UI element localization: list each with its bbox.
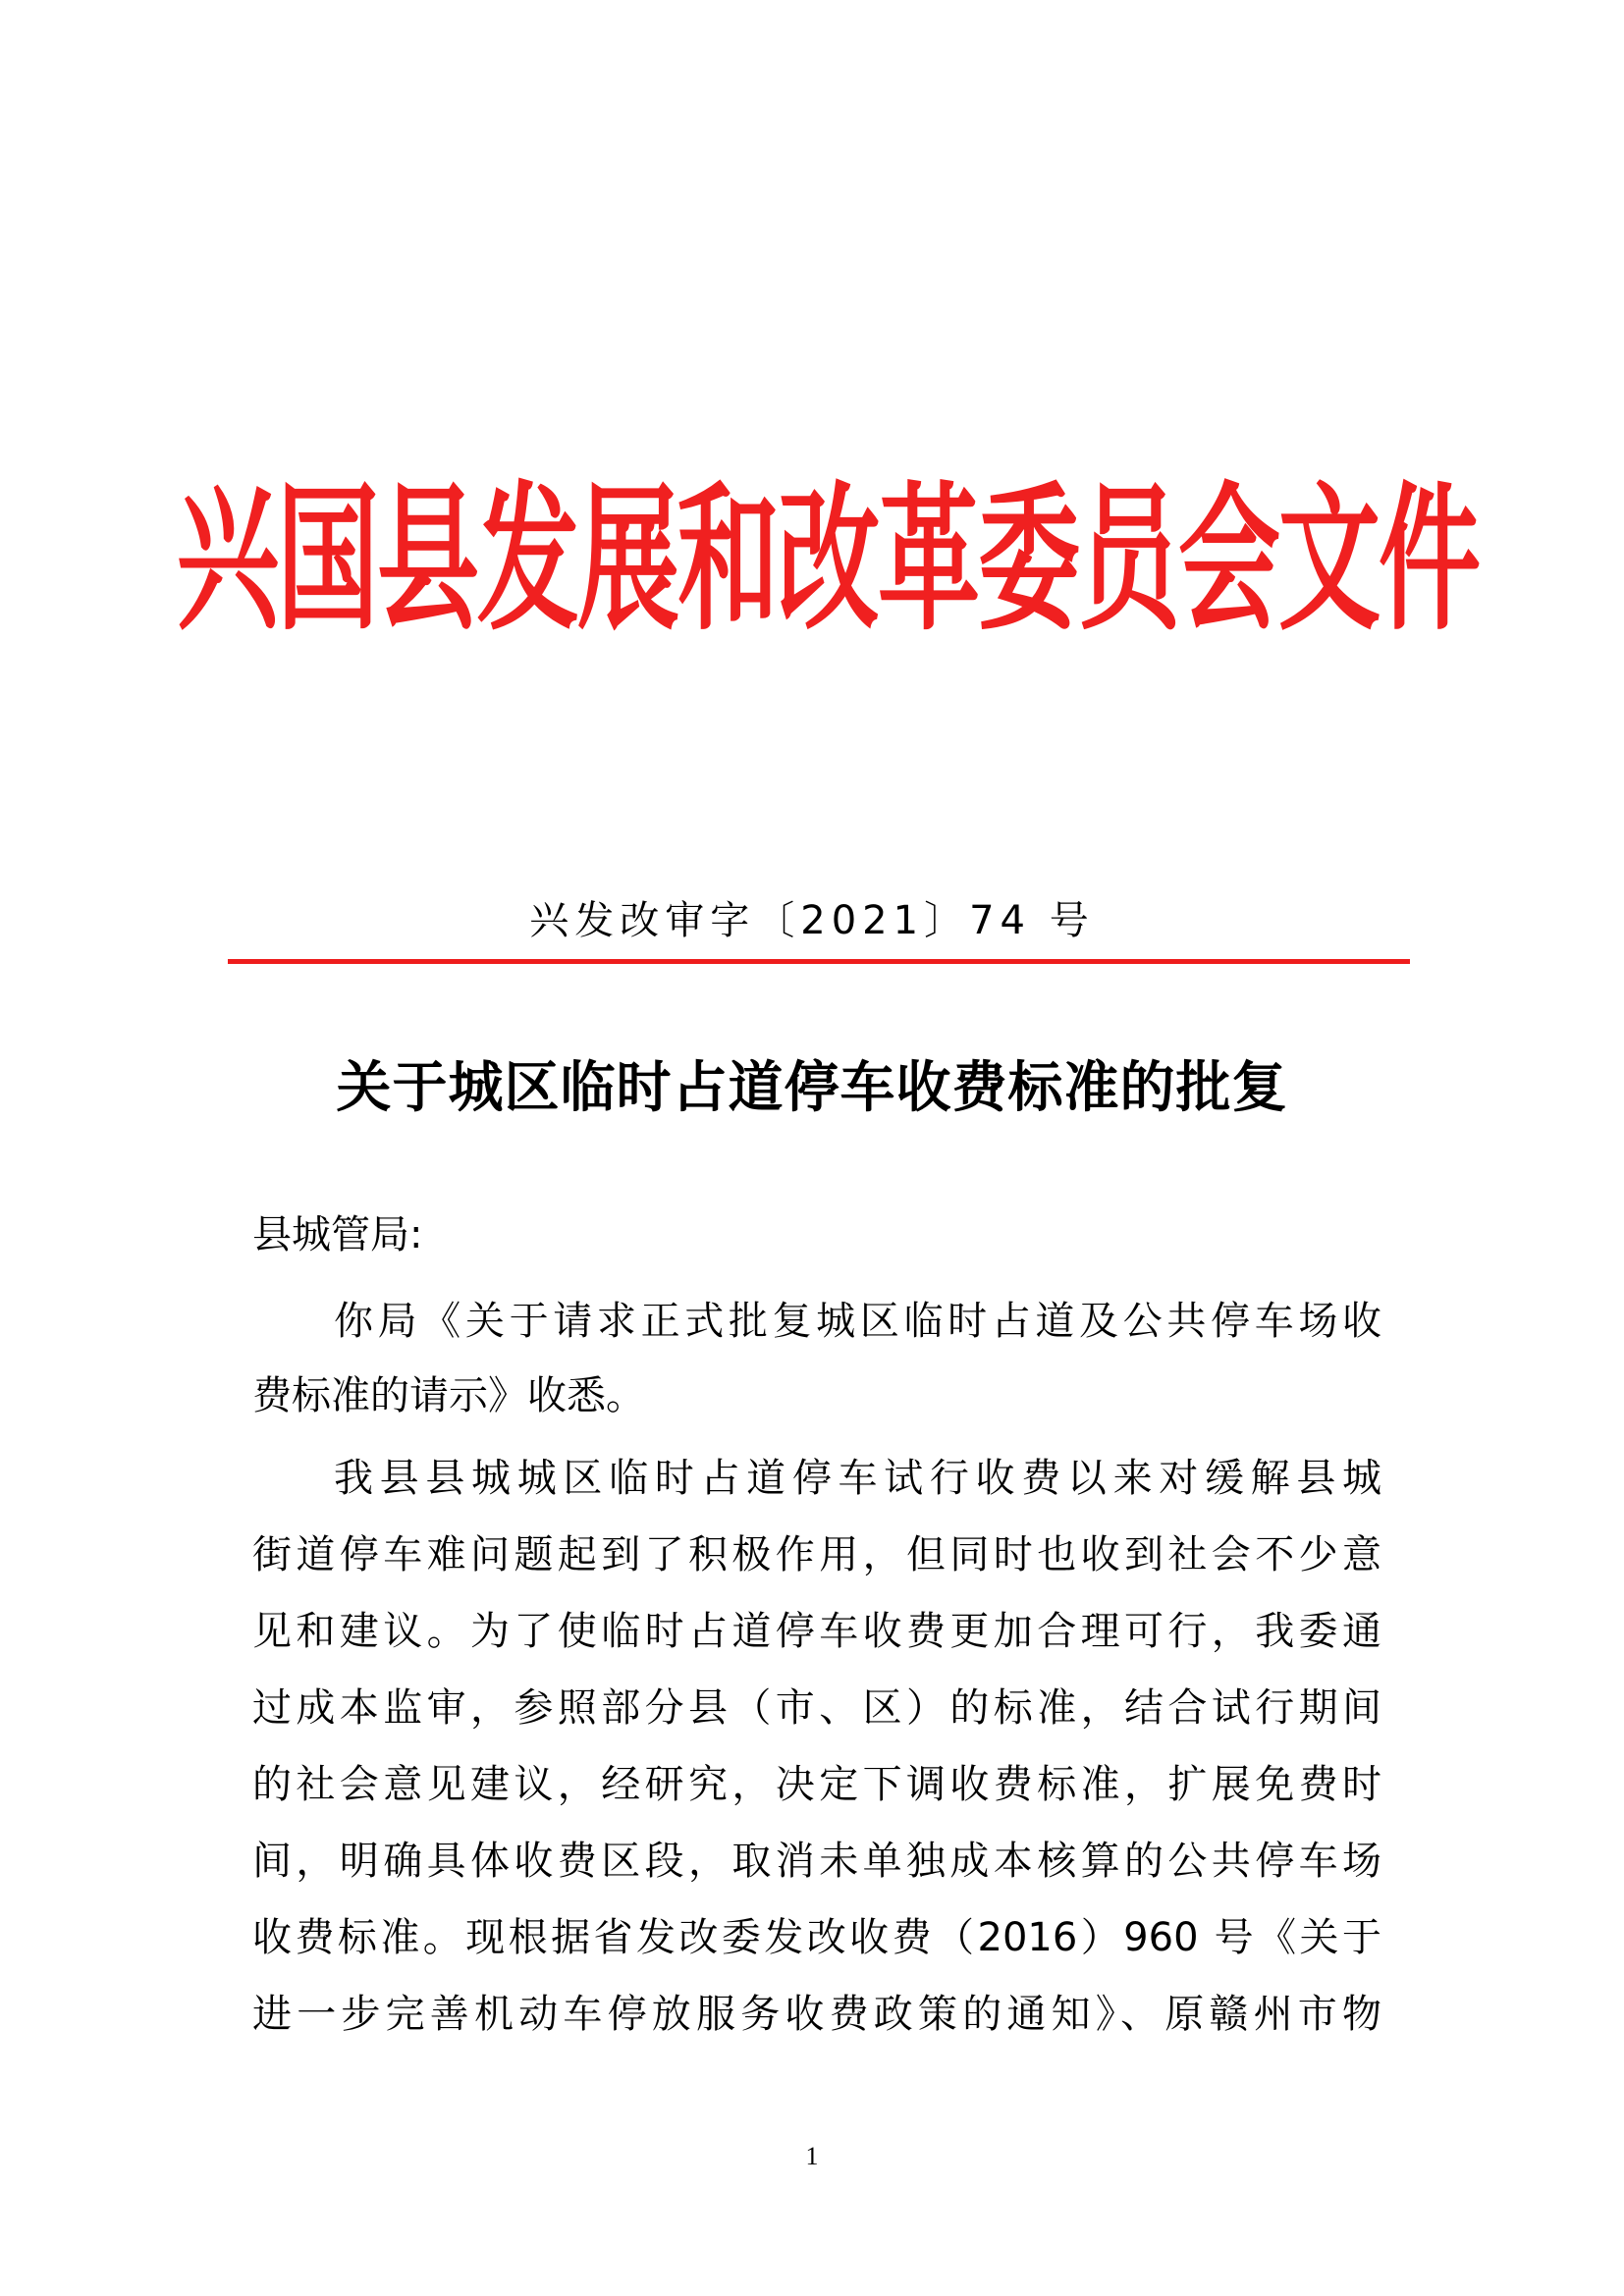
paragraph-2-line-7: 收费标准。现根据省发改委发改收费（2016）960 号《关于 bbox=[252, 1915, 1381, 1960]
paragraph-2-line-8: 进一步完善机动车停放服务收费政策的通知》、原赣州市物 bbox=[252, 1992, 1381, 2037]
document-number: 兴发改审字〔2021〕74 号 bbox=[529, 898, 1095, 943]
page-number: 1 bbox=[805, 2142, 819, 2170]
masthead-title: 兴国县发展和改革委员会文件 bbox=[177, 466, 1480, 653]
paragraph-2-line-6: 间，明确具体收费区段，取消未单独成本核算的公共停车场 bbox=[252, 1839, 1381, 1884]
paragraph-2-line-3: 见和建议。为了使临时占道停车收费更加合理可行，我委通 bbox=[252, 1609, 1381, 1654]
paragraph-2-line-1: 我县县城城区临时占道停车试行收费以来对缓解县城 bbox=[334, 1456, 1381, 1501]
red-divider-line bbox=[228, 959, 1410, 964]
salutation: 县城管局: bbox=[252, 1212, 423, 1257]
paragraph-2-line-2: 街道停车难问题起到了积极作用，但同时也收到社会不少意 bbox=[252, 1532, 1381, 1577]
paragraph-1-line-1: 你局《关于请求正式批复城区临时占道及公共停车场收 bbox=[334, 1299, 1381, 1344]
paragraph-1-line-2: 费标准的请示》收悉。 bbox=[252, 1373, 645, 1418]
document-title: 关于城区临时占道停车收费标准的批复 bbox=[336, 1055, 1288, 1120]
paragraph-2-line-4: 过成本监审，参照部分县（市、区）的标准，结合试行期间 bbox=[252, 1685, 1381, 1731]
paragraph-2-line-5: 的社会意见建议，经研究，决定下调收费标准，扩展免费时 bbox=[252, 1762, 1381, 1807]
